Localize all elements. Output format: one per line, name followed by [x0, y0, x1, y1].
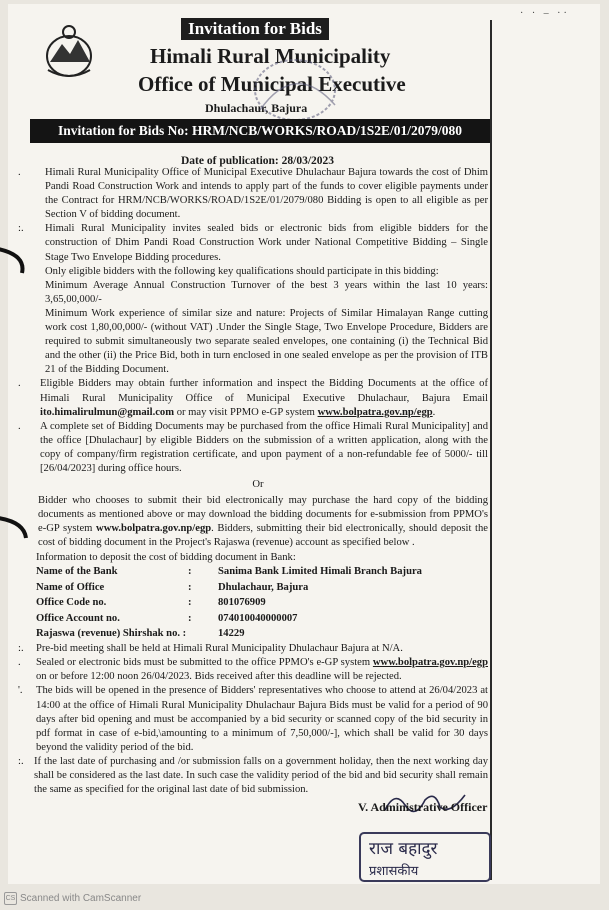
- document-body: [18, 166, 488, 797]
- para-6: Bidder who chooses to submit their bid electronically may purchase the hard copy of the bidding documents as mentioned above or may download the bidding documents for e-submission from PPMO's e-GP system www.bolpatra.gov.np/egp. Bidders, submitting their bid electronically, should deposit the cost of bidding document in the Project's Rajaswa (revenue) account as specified below .: [38, 495, 488, 549]
- table-row: Name of the Bank : Sanima Bank Limited Himali Branch Bajura: [36, 566, 422, 578]
- para-3b: Minimum Work experience of similar size and nature: Projects of Similar Himalayan Range cutting work cost 1,80,00,000/- (without VAT) .Under the Single Stage, Two Envelope Procedure, Bidders are required to submit simultaneously two separate sealed envelopes, one containing (i) the Technical Bid and the other (ii) the Price Bid, both in turn enclosed in one sealed envelope as per the provision of ITB 21 of the Bidding Document.: [45, 307, 488, 376]
- publication-date: Date of publication: 28/03/2023: [181, 155, 335, 167]
- org-name: Himali Rural Municipality: [150, 44, 391, 68]
- org-office: Office of Municipal Executive: [138, 72, 406, 96]
- para-9: '. The bids will be opened in the presence of Bidders' representatives who choose to attend at 26/04/2023 at 14:00 at the office of Himali Rural Municipality Dhulachaur Bajura Bids must be valid for a period of 90 days after bid opening and must be accompanied by a bid security or scanned copy of the bid security in pdf format in case of e-bid,\amounting to a minimum of 7,50,000/-], which shall be valid for 30 days beyond the validity period of the bid.: [18, 685, 488, 753]
- table-row: Office Code no. : 801076909: [36, 597, 266, 609]
- egp-link-2[interactable]: www.bolpatra.gov.np/egp: [96, 523, 212, 535]
- name-stamp-icon: [355, 830, 495, 885]
- stamp-text: राज बहादुर: [369, 839, 438, 859]
- official-stamp-icon: [240, 50, 350, 130]
- bank-intro: Information to deposit the cost of bidding document in Bank:: [36, 551, 296, 563]
- margin-rule: [490, 20, 492, 880]
- org-location: Dhulachaur, Bajura: [205, 101, 308, 115]
- bank-details-table: [36, 565, 422, 643]
- banner-title: Invitation for Bids: [181, 18, 329, 40]
- table-row: Rajaswa (revenue) Shirshak no. : 14229: [36, 628, 245, 640]
- para-2: :. Himali Rural Municipality invites sealed bids or electronic bids from eligible bidders for the construction of Dhim Pandi Road Construction Work under National Competitive Bidding – Single Stage Two Envelope Bidding procedures.: [18, 223, 488, 263]
- egp-link[interactable]: www.bolpatra.gov.np/egp: [317, 406, 433, 418]
- para-1: . Himali Rural Municipality Office of Municipal Executive Dhulachaur Bajura towards the cost of Dhim Pandi Road Construction Work and intends to apply part of the funds to cover eligible payments under the Contract for HRM/NCB/WORKS/ROAD/1S2E/01/2079/080 Bidding is open to all eligible as per Section V of bidding document.: [18, 167, 488, 221]
- table-row: Office Account no. : 074010040000007: [36, 612, 298, 624]
- para-7: :. Pre-bid meeting shall be held at Himali Rural Municipality Dhulachaur Bajura at N/A.: [18, 643, 403, 655]
- table-row: Name of Office : Dhulachaur, Bajura: [36, 581, 309, 593]
- para-10: :. If the last date of purchasing and /or submission falls on a government holiday, then the next working day shall be considered as the last date. In such case the validity period of the bid and bid security shall remain the same as specified for the original last date of bid submission.: [18, 755, 488, 796]
- para-4: . Eligible Bidders may obtain further information and inspect the Bidding Documents at the office of Himali Rural Municipality Office of Municipal Executive Dhulachaur, Bajura Email ito.himalirulmun@gmail.com or may visit PPMO e-GP system www.bolpatra.gov.np/egp.: [18, 378, 488, 418]
- para-3: Only eligible bidders with the following key qualifications should participate in this bidding:: [45, 265, 439, 277]
- municipality-emblem-icon: [40, 22, 98, 82]
- scanner-watermark: CS Scanned with CamScanner: [5, 893, 142, 905]
- contact-email[interactable]: ito.himalirulmun@gmail.com: [40, 406, 175, 418]
- stamp-text-2: प्रशासकीय: [369, 864, 419, 879]
- bid-number-bar: Invitation for Bids No: HRM/NCB/WORKS/ROAD/1S2E/01/2079/080: [30, 119, 490, 143]
- para-3a: Minimum Average Annual Construction Turnover of the best 3 years within the last 10 years: 3,65,00,000/-: [45, 279, 488, 305]
- para-5: . A complete set of Bidding Documents may be purchased from the office Himali Rural Municipality] and the office [Dhulachaur] by eligible Bidders on the submission of a written application, along with the copy of company/firm registration certificate, and upon payment of a non-refundable fee of 5000/- till [26/04/2023] during office hours.: [18, 420, 488, 474]
- signature-title: V. Administrative Officer: [358, 800, 488, 814]
- egp-link-3[interactable]: www.bolpatra.gov.np/egp: [372, 657, 488, 669]
- para-8: . Sealed or electronic bids must be submitted to the office PPMO's e-GP system www.bolpatra.gov.np/egp on or before 12:00 noon 26/04/2023. Bids received after this deadline will be rejected.: [18, 657, 488, 683]
- camscanner-logo-icon: CS: [4, 892, 17, 905]
- corner-marks: · · – ··: [520, 8, 570, 19]
- or-divider: Or: [252, 479, 264, 491]
